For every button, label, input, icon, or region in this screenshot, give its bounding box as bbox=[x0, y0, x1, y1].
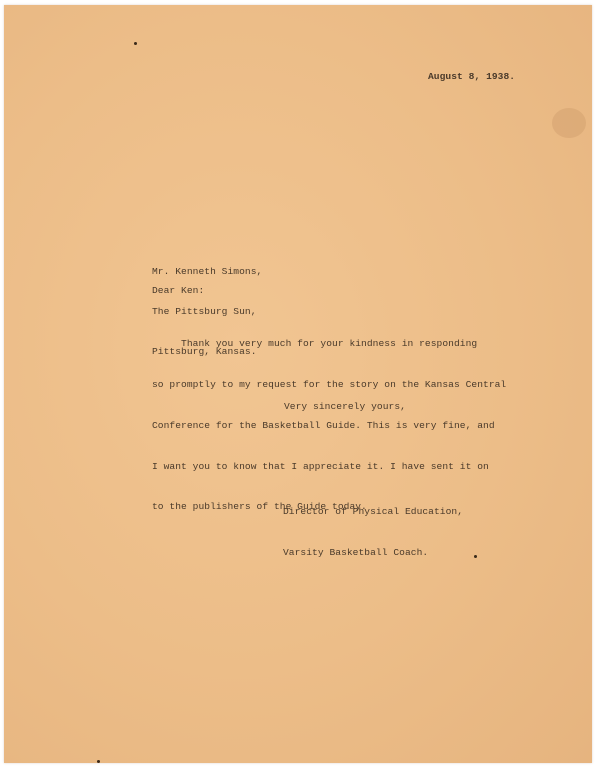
paper-stain bbox=[552, 108, 586, 138]
paper-speck bbox=[474, 555, 477, 558]
body-line: Thank you very much for your kindness in responding bbox=[152, 338, 478, 350]
paper-speck bbox=[97, 760, 100, 763]
signature-line: Varsity Basketball Coach. bbox=[283, 546, 429, 558]
salutation: Dear Ken: bbox=[152, 285, 205, 296]
body-line: I want you to know that I appreciate it. I have sent it on bbox=[152, 460, 489, 472]
paper-speck bbox=[134, 42, 137, 45]
signature-block bbox=[283, 478, 463, 587]
body-line: so promptly to my request for the story on the Kansas Central bbox=[152, 378, 507, 390]
address-line: The Pittsburg Sun, bbox=[152, 306, 257, 318]
signature-line: Director of Physical Education, bbox=[283, 506, 464, 518]
address-line: Pittsburg, Kansas. bbox=[152, 346, 257, 358]
complimentary-closing: Very sincerely yours, bbox=[284, 401, 406, 412]
body-line: to the publishers of the Guide today. bbox=[152, 501, 367, 513]
body-line: Conference for the Basketball Guide. This is very fine, and bbox=[152, 419, 495, 431]
letter-date: August 8, 1938. bbox=[428, 71, 516, 82]
address-line: Mr. Kenneth Simons, bbox=[152, 265, 263, 277]
